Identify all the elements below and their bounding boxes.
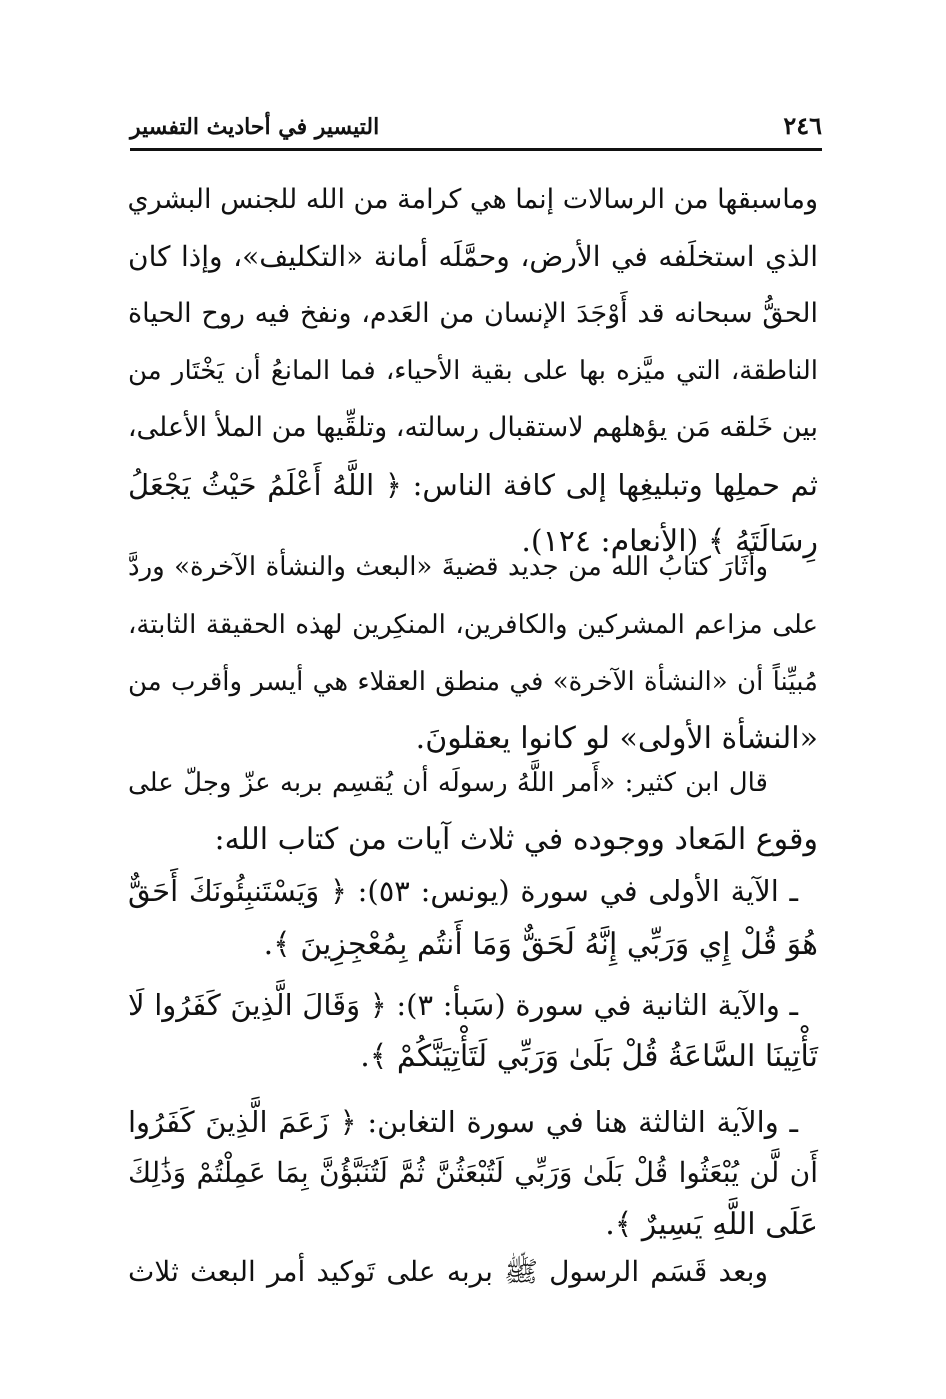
text-line: وماسبقها من الرسالات إنما هي كرامة من الله للجنس البشري: [127, 184, 818, 215]
text-line: الذي استخلَفه في الأرض، وحمَّلَه أمانة «التكليف»، وإذا كان: [128, 240, 818, 273]
running-title: التيسير في أحاديث التفسير: [130, 114, 380, 140]
text-line: وقوع المَعاد ووجوده في ثلاث آيات من كتاب الله:: [214, 822, 818, 857]
text-line: ـ الآية الأولى في سورة (يونس: ٥٣): ﴿ وَيَسْتَنبِئُونَكَ أَحَقٌّ: [128, 874, 798, 908]
text-line: «النشأة الأولى» لو كانوا يعقلونَ.: [415, 721, 818, 756]
text-line: ـ والآية الثالثة هنا في سورة التغابن: ﴿ زَعَمَ الَّذِينَ كَفَرُوا: [128, 1105, 798, 1139]
page-number: ٢٤٦: [783, 111, 822, 140]
text-line: تَأْتِينَا السَّاعَةُ قُلْ بَلَىٰ وَرَبِّي لَتَأْتِيَنَّكُمْ ﴾.: [360, 1039, 818, 1074]
text-line: أَن لَّن يُبْعَثُوا قُلْ بَلَىٰ وَرَبِّي لَتُبْعَثُنَّ ثُمَّ لَتُنَبَّؤُنَّ بِمَا عَمِلْتُمْ وَذَٰلِكَ: [128, 1156, 818, 1189]
text-line: هُوَ قُلْ إِي وَرَبِّي إِنَّهُ لَحَقٌّ وَمَا أَنتُم بِمُعْجِزِينَ ﴾.: [263, 927, 818, 962]
text-line: عَلَى اللَّهِ يَسِيرٌ ﴾.: [605, 1207, 818, 1242]
text-line: مُبيِّناً أن «النشأة الآخرة» في منطق العقلاء هي أيسر وأقرب من: [128, 667, 818, 697]
text-line: بين خَلقه مَن يؤهلهم لاستقبال رسالته، وتلقِّيها من الملأ الأعلى،: [127, 412, 818, 443]
text-line: وأثَارَ كتابُ الله من جديد قضيةَ «البعث والنشأة الآخرة» وردَّ: [128, 552, 768, 582]
header-divider: [130, 148, 822, 151]
text-line: ثم حملِها وتبليغِها إلى كافة الناس: ﴿ اللَّهُ أَعْلَمُ حَيْثُ يَجْعَلُ: [128, 468, 818, 502]
text-line: الناطقة، التي ميَّزه بها على بقية الأحياء، فما المانعُ أن يَخْتَار من: [128, 356, 818, 386]
text-line: وبعد قَسَم الرسول ﷺ بربه على تَوكيد أمر البعث ثلاث: [128, 1255, 768, 1288]
text-line: قال ابن كثير: «أَمر اللَّهُ رسولَه أن يُقسِم بربه عزّ وجلّ على: [128, 768, 768, 798]
text-line: الحقُّ سبحانه قد أَوْجَدَ الإنسان من العَدم، ونفخ فيه روح الحياة: [128, 298, 818, 329]
text-line: على مزاعم المشركين والكافرين، المنكِرين لهذه الحقيقة الثابتة،: [128, 610, 818, 640]
text-line: رِسَالَتَهُ ﴾ (الأنعام: ١٢٤).: [521, 524, 818, 559]
page-header: [130, 110, 822, 150]
text-line: ـ والآية الثانية في سورة (سَبأ: ٣): ﴿ وَقَالَ الَّذِينَ كَفَرُوا لَا: [128, 988, 799, 1022]
